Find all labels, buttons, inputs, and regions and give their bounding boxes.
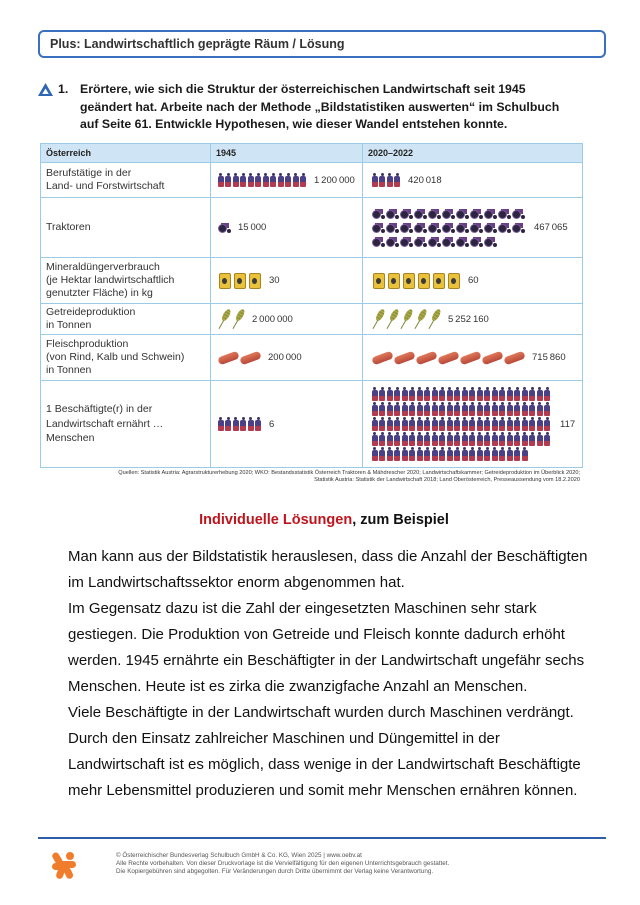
- person-icon: [439, 402, 445, 416]
- tractor-icon: [414, 222, 427, 233]
- person-icon: [469, 447, 475, 461]
- icon-group-employees-2020: [371, 173, 401, 188]
- person-icon: [248, 417, 254, 431]
- person-icon: [477, 387, 483, 401]
- person-icon: [544, 417, 550, 431]
- value-fertilizer-2020: 60: [468, 275, 479, 286]
- person-icon: [447, 417, 453, 431]
- person-icon: [394, 402, 400, 416]
- fertilizer-bag-icon: [234, 273, 246, 289]
- person-icon: [394, 447, 400, 461]
- footer-line: Die Kopiergebühren sind abgegolten. Für Veränderungen durch Dritte übernimmt der Verlag keine Verantwortung.: [116, 868, 434, 875]
- person-icon: [477, 447, 483, 461]
- footer-line: Alle Rechte vorbehalten. Von dieser Druckvorlage ist die Vervielfältigung für den eigenen Unterrichtsgebrauch gestattet.: [116, 860, 450, 867]
- tractor-icon: [470, 236, 483, 247]
- person-icon: [387, 417, 393, 431]
- person-icon: [372, 417, 378, 431]
- person-icon: [507, 417, 513, 431]
- person-icon: [522, 417, 528, 431]
- person-icon: [484, 417, 490, 431]
- icon-group-people-fed-1945: [217, 417, 262, 432]
- oebv-logo-icon: [50, 850, 78, 880]
- row-label-line: Menschen: [46, 432, 95, 445]
- person-icon: [372, 432, 378, 446]
- task-line: geändert hat. Arbeite nach der Methode „Bildstatistiken auswerten“ im Schulbuch: [80, 99, 560, 114]
- value-grain-2020: 5 252 160: [448, 313, 489, 325]
- picture-statistics-table: [40, 143, 583, 468]
- solution-heading-rest: , zum Beispiel: [352, 512, 449, 528]
- person-icon: [507, 387, 513, 401]
- task-level-triangle-icon: [38, 83, 53, 96]
- value-meat-1945: 200 000: [268, 352, 302, 363]
- person-icon: [469, 387, 475, 401]
- tractor-icon: [512, 208, 525, 219]
- person-icon: [447, 402, 453, 416]
- person-icon: [387, 402, 393, 416]
- sausage-icon: [371, 350, 393, 365]
- person-icon: [218, 417, 224, 431]
- person-icon: [537, 387, 543, 401]
- tractor-icon: [372, 236, 385, 247]
- row-label-line: Fleischproduktion: [46, 338, 129, 350]
- tractor-icon: [456, 208, 469, 219]
- person-icon: [293, 173, 299, 187]
- value-employees-2020: 420 018: [408, 174, 442, 186]
- table-header-austria: Österreich: [41, 144, 211, 163]
- person-icon: [462, 387, 468, 401]
- person-icon: [387, 447, 393, 461]
- row-label-tractors: [41, 198, 211, 258]
- person-icon: [499, 447, 505, 461]
- person-icon: [424, 387, 430, 401]
- person-icon: [529, 417, 535, 431]
- task-line: auf Seite 61. Entwickle Hypothesen, wie dieser Wandel entstehen konnte.: [80, 117, 508, 131]
- task-number: 1.: [58, 82, 69, 96]
- row-label-line: (je Hektar landwirtschaftlich: [46, 274, 175, 286]
- tractor-icon: [428, 236, 441, 247]
- icon-group-grain-1945: [217, 308, 245, 330]
- person-icon: [372, 447, 378, 461]
- person-icon: [454, 432, 460, 446]
- person-icon: [417, 447, 423, 461]
- person-icon: [529, 402, 535, 416]
- person-icon: [402, 417, 408, 431]
- sausage-icon: [239, 350, 261, 365]
- tractor-icon: [386, 208, 399, 219]
- fertilizer-bag-icon: [403, 273, 415, 289]
- tractor-icon: [512, 222, 525, 233]
- person-icon: [379, 402, 385, 416]
- icon-group-tractors-2020: [371, 207, 527, 249]
- icon-group-tractors-1945: [217, 221, 231, 235]
- fertilizer-bag-icon: [249, 273, 261, 289]
- fertilizer-bag-icon: [433, 273, 445, 289]
- person-icon: [462, 402, 468, 416]
- person-icon: [263, 173, 269, 187]
- person-icon: [409, 387, 415, 401]
- person-icon: [372, 173, 378, 187]
- person-icon: [218, 173, 224, 187]
- person-icon: [462, 447, 468, 461]
- person-icon: [285, 173, 291, 187]
- page-header-box: [38, 30, 606, 58]
- person-icon: [484, 387, 490, 401]
- person-icon: [447, 387, 453, 401]
- cell-grain-2020: [363, 304, 582, 335]
- person-icon: [439, 387, 445, 401]
- person-icon: [447, 432, 453, 446]
- tractor-icon: [386, 222, 399, 233]
- row-label-meat: [41, 335, 211, 381]
- person-icon: [477, 417, 483, 431]
- person-icon: [522, 432, 528, 446]
- person-icon: [462, 417, 468, 431]
- solution-heading: [4, 512, 640, 528]
- cell-tractors-2020: [363, 198, 582, 258]
- person-icon: [544, 387, 550, 401]
- tractor-icon: [484, 222, 497, 233]
- person-icon: [240, 173, 246, 187]
- row-label-line: Traktoren: [46, 221, 91, 233]
- person-icon: [507, 432, 513, 446]
- person-icon: [394, 387, 400, 401]
- person-icon: [514, 447, 520, 461]
- person-icon: [409, 417, 415, 431]
- person-icon: [424, 447, 430, 461]
- person-icon: [492, 417, 498, 431]
- person-icon: [387, 432, 393, 446]
- fertilizer-bag-icon: [219, 273, 231, 289]
- task-instructions: [80, 81, 559, 134]
- person-icon: [529, 432, 535, 446]
- tractor-icon: [428, 222, 441, 233]
- cell-fertilizer-1945: [211, 258, 363, 304]
- cell-fertilizer-2020: [363, 258, 582, 304]
- person-icon: [484, 402, 490, 416]
- person-icon: [514, 417, 520, 431]
- value-employees-1945: 1 200 000: [314, 174, 355, 186]
- person-icon: [225, 173, 231, 187]
- row-label-line: Berufstätige in der: [46, 167, 132, 179]
- sausage-icon: [503, 350, 525, 365]
- solution-line: werden. 1945 ernährte ein Beschäftigter in der Landwirtschaft ungefähr sechs: [68, 652, 585, 669]
- person-icon: [394, 417, 400, 431]
- person-icon: [402, 402, 408, 416]
- tractor-icon: [470, 222, 483, 233]
- row-label-line: Landwirtschaft ernährt …: [46, 417, 164, 430]
- person-icon: [469, 432, 475, 446]
- tractor-icon: [456, 236, 469, 247]
- footer-line: © Österreichischer Bundesverlag Schulbuch GmbH & Co. KG, Wien 2025 | www.oebv.at: [116, 852, 362, 859]
- person-icon: [387, 387, 393, 401]
- person-icon: [417, 417, 423, 431]
- solution-line: Viele Beschäftigte in der Landwirtschaft wurden durch Maschinen verdrängt.: [68, 704, 574, 721]
- row-label-people-fed: [41, 381, 211, 467]
- icon-group-people-fed-2020: [371, 387, 553, 462]
- value-people-fed-2020: 117: [560, 418, 576, 430]
- person-icon: [439, 417, 445, 431]
- value-people-fed-1945: 6: [269, 418, 275, 430]
- row-label-line: Mineraldüngerverbrauch: [46, 261, 160, 273]
- value-meat-2020: 715 860: [532, 352, 566, 363]
- person-icon: [454, 402, 460, 416]
- solution-line: Durch den Einsatz zahlreicher Maschinen und Düngemittel in der: [68, 730, 500, 747]
- person-icon: [544, 432, 550, 446]
- person-icon: [514, 402, 520, 416]
- tractor-icon: [428, 208, 441, 219]
- table-sources: [118, 470, 580, 484]
- solution-heading-highlight: Individuelle Lösungen: [199, 512, 353, 528]
- person-icon: [522, 402, 528, 416]
- person-icon: [402, 432, 408, 446]
- person-icon: [492, 447, 498, 461]
- row-label-employees: [41, 163, 211, 198]
- icon-group-meat-2020: [371, 354, 525, 362]
- person-icon: [394, 173, 400, 187]
- person-icon: [499, 387, 505, 401]
- person-icon: [424, 417, 430, 431]
- icon-group-meat-1945: [217, 354, 261, 362]
- person-icon: [537, 402, 543, 416]
- person-icon: [240, 417, 246, 431]
- person-icon: [439, 447, 445, 461]
- person-icon: [454, 447, 460, 461]
- person-icon: [522, 387, 528, 401]
- person-icon: [492, 402, 498, 416]
- person-icon: [477, 402, 483, 416]
- row-label-grain: [41, 304, 211, 335]
- cell-employees-2020: [363, 163, 582, 198]
- icon-group-fertilizer-1945: [217, 273, 262, 289]
- person-icon: [233, 417, 239, 431]
- person-icon: [469, 402, 475, 416]
- person-icon: [432, 417, 438, 431]
- solution-line: Im Gegensatz dazu ist die Zahl der eingesetzten Maschinen sehr stark: [68, 600, 537, 617]
- tractor-icon: [442, 236, 455, 247]
- person-icon: [300, 173, 306, 187]
- fertilizer-bag-icon: [388, 273, 400, 289]
- tractor-icon: [442, 222, 455, 233]
- person-icon: [417, 387, 423, 401]
- tractor-icon: [470, 208, 483, 219]
- tractor-icon: [498, 208, 511, 219]
- person-icon: [424, 432, 430, 446]
- tractor-icon: [400, 208, 413, 219]
- row-label-line: in Tonnen: [46, 364, 92, 376]
- sausage-icon: [217, 350, 239, 365]
- icon-group-fertilizer-2020: [371, 273, 461, 289]
- row-label-line: (von Rind, Kalb und Schwein): [46, 351, 185, 363]
- person-icon: [424, 402, 430, 416]
- fertilizer-bag-icon: [448, 273, 460, 289]
- row-label-fertilizer: [41, 258, 211, 304]
- person-icon: [514, 387, 520, 401]
- tractor-icon: [400, 222, 413, 233]
- tractor-icon: [456, 222, 469, 233]
- value-grain-1945: 2 000 000: [252, 313, 293, 325]
- person-icon: [469, 417, 475, 431]
- tractor-icon: [442, 208, 455, 219]
- footer-copyright: [116, 852, 449, 876]
- task-line: Erörtere, wie sich die Struktur der österreichischen Landwirtschaft seit 1945: [80, 82, 526, 96]
- person-icon: [402, 387, 408, 401]
- person-icon: [372, 402, 378, 416]
- tractor-icon: [498, 222, 511, 233]
- person-icon: [387, 173, 393, 187]
- solution-line: Man kann aus der Bildstatistik herauslesen, dass die Anzahl der Beschäftigten: [68, 548, 588, 565]
- person-icon: [394, 432, 400, 446]
- tractor-icon: [372, 208, 385, 219]
- solution-line: gestiegen. Die Produktion von Getreide und Fleisch konnte dadurch erhöht: [68, 626, 565, 643]
- row-label-line: genutzter Fläche) in kg: [46, 287, 153, 299]
- person-icon: [402, 447, 408, 461]
- tractor-icon: [414, 208, 427, 219]
- cell-people-fed-1945: [211, 381, 363, 467]
- fertilizer-bag-icon: [373, 273, 385, 289]
- person-icon: [432, 432, 438, 446]
- cell-employees-1945: [211, 163, 363, 198]
- tractor-icon: [386, 236, 399, 247]
- sausage-icon: [459, 350, 481, 365]
- icon-group-grain-2020: [371, 308, 441, 330]
- person-icon: [248, 173, 254, 187]
- cell-meat-1945: [211, 335, 363, 381]
- person-icon: [454, 417, 460, 431]
- person-icon: [477, 432, 483, 446]
- person-icon: [499, 417, 505, 431]
- table-header-1945: 1945: [211, 144, 363, 163]
- person-icon: [492, 432, 498, 446]
- person-icon: [537, 432, 543, 446]
- person-icon: [278, 173, 284, 187]
- person-icon: [439, 432, 445, 446]
- person-icon: [409, 447, 415, 461]
- person-icon: [432, 387, 438, 401]
- person-icon: [537, 417, 543, 431]
- icon-group-employees-1945: [217, 173, 307, 188]
- person-icon: [379, 432, 385, 446]
- person-icon: [409, 432, 415, 446]
- person-icon: [544, 402, 550, 416]
- person-icon: [462, 432, 468, 446]
- person-icon: [255, 417, 261, 431]
- solution-line: Landwirtschaft ist es möglich, dass wenige in der Landwirtschaft Beschäftigte: [68, 756, 581, 773]
- value-tractors-2020: 467 065: [534, 222, 568, 233]
- person-icon: [529, 387, 535, 401]
- row-label-line: in Tonnen: [46, 319, 92, 331]
- cell-meat-2020: [363, 335, 582, 381]
- sausage-icon: [481, 350, 503, 365]
- person-icon: [225, 417, 231, 431]
- person-icon: [432, 402, 438, 416]
- tractor-icon: [400, 236, 413, 247]
- cell-grain-1945: [211, 304, 363, 335]
- solution-line: Menschen. Heute ist es zirka die zwanzigfache Anzahl an Menschen.: [68, 678, 528, 695]
- person-icon: [379, 447, 385, 461]
- person-icon: [379, 387, 385, 401]
- person-icon: [409, 402, 415, 416]
- value-tractors-1945: 15 000: [238, 222, 267, 233]
- person-icon: [379, 417, 385, 431]
- sausage-icon: [393, 350, 415, 365]
- solution-text: [68, 544, 587, 804]
- fertilizer-bag-icon: [418, 273, 430, 289]
- cell-people-fed-2020: [363, 381, 582, 467]
- source-line: Quellen: Statistik Austria: Agrarstrukturerhebung 2020; WKO: Bestandsstatistik Österreich Traktoren & Mähdrescher 2020; Landwirtschaftskammer; Getreideproduktion im Überblick 2020;: [118, 470, 580, 476]
- person-icon: [484, 447, 490, 461]
- solution-line: mehr Lebensmittel produzieren und somit mehr Menschen ernähren können.: [68, 782, 578, 799]
- person-icon: [270, 173, 276, 187]
- sausage-icon: [437, 350, 459, 365]
- value-fertilizer-1945: 30: [269, 275, 280, 286]
- row-label-line: Land- und Forstwirtschaft: [46, 180, 165, 192]
- tractor-icon: [372, 222, 385, 233]
- tractor-icon: [414, 236, 427, 247]
- solution-line: im Landwirtschaftssektor enorm abgenommen hat.: [68, 574, 405, 591]
- person-icon: [432, 447, 438, 461]
- cell-tractors-1945: [211, 198, 363, 258]
- sausage-icon: [415, 350, 437, 365]
- person-icon: [417, 402, 423, 416]
- person-icon: [454, 387, 460, 401]
- row-label-line: Getreideproduktion: [46, 306, 136, 318]
- person-icon: [499, 432, 505, 446]
- person-icon: [507, 402, 513, 416]
- tractor-icon: [484, 236, 497, 247]
- person-icon: [522, 447, 528, 461]
- row-label-line: 1 Beschäftigte(r) in der: [46, 403, 153, 416]
- person-icon: [417, 432, 423, 446]
- person-icon: [499, 402, 505, 416]
- person-icon: [484, 432, 490, 446]
- tractor-icon: [484, 208, 497, 219]
- person-icon: [447, 447, 453, 461]
- person-icon: [255, 173, 261, 187]
- page-title: Plus: Landwirtschaftlich geprägte Räum / Lösung: [50, 37, 345, 51]
- person-icon: [372, 387, 378, 401]
- person-icon: [233, 173, 239, 187]
- person-icon: [514, 432, 520, 446]
- person-icon: [492, 387, 498, 401]
- footer-divider: [38, 837, 606, 839]
- table-header-2020-2022: 2020–2022: [363, 144, 582, 163]
- source-line: Statistik Austria: Statistik der Landwirtschaft 2018; Land Oberösterreich, Presseaussendung vom 18.2.2020: [314, 477, 580, 483]
- tractor-icon: [218, 222, 231, 233]
- person-icon: [379, 173, 385, 187]
- person-icon: [507, 447, 513, 461]
